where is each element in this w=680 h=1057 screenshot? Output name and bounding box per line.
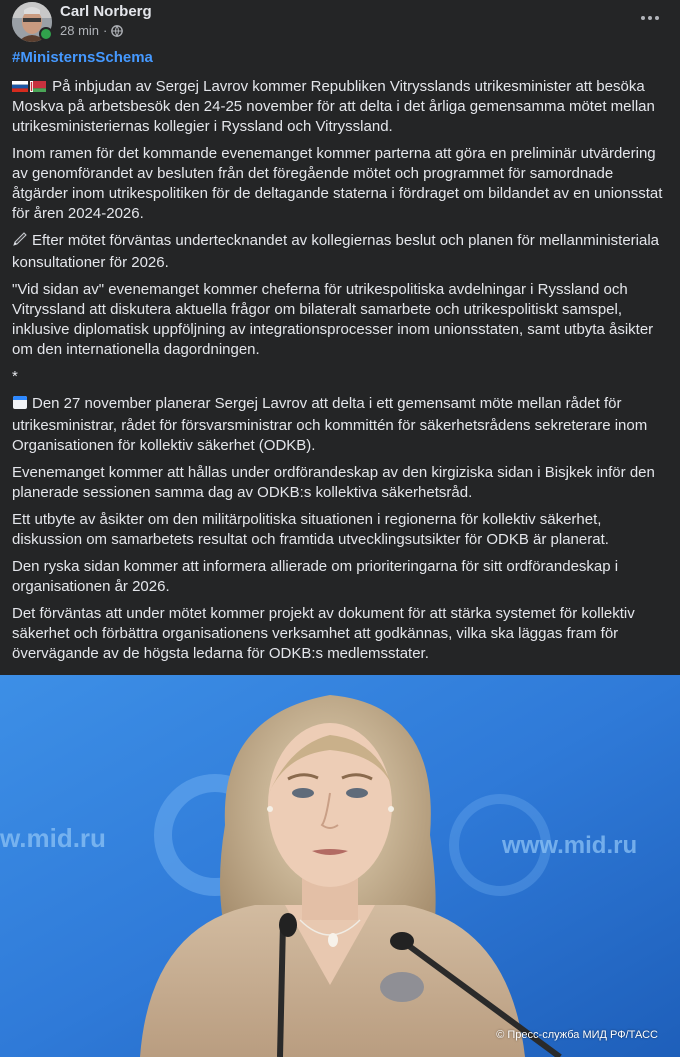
post-paragraph: "Vid sidan av" evenemanget kommer cheferna för utrikespolitiska avdelningar i Ryssland och Vitryssland att diskutera aktuella frågor om bilateralt samarbete och utrikespolitiskt samspel, inklusive diplomatisk uppföljning av integrationsprocesser inom unionsstaten, samt utbyta åsikter om den internationella dagordningen. (12, 281, 654, 358)
post-paragraph: Den ryska sidan kommer att informera allierade om prioriteringarna för sitt ordförandeskap i organisationen år 2026. (12, 558, 619, 595)
photo-watermark-right: www.mid.ru (502, 832, 638, 859)
post-header (0, 0, 680, 46)
russia-flag-icon (12, 78, 28, 89)
more-options-icon[interactable] (632, 4, 668, 32)
post-body (12, 48, 668, 671)
online-status-dot (39, 27, 53, 41)
photo-watermark-left: w.mid.ru (0, 823, 106, 853)
post-timestamp[interactable]: 28 min (60, 23, 100, 38)
post-paragraph: Inom ramen för det kommande evenemanget kommer parterna att göra en preliminär utvärdering av genomförandet av besluten från det föregående mötet och programmet för samordnade åtgärder inom utrikespolitiken för de deltagande staterna i fördraget om bildandet av en unionsstat för åren 2024-2026. (12, 145, 663, 222)
post-separator: * (12, 368, 18, 385)
post-paragraph (12, 394, 668, 456)
globe-icon (111, 25, 123, 37)
post-paragraph: Ett utbyte av åsikter om den militärpolitiska situationen i regionerna för kollektiv säkerhet, diskussion om samarbetets resultat och framtida utvecklingsutsikter för ODKB är planerat. (12, 511, 609, 548)
meta-separator: · (103, 23, 108, 38)
author-name[interactable]: Carl Norberg (60, 3, 152, 20)
author-avatar[interactable] (12, 2, 52, 42)
photo-caption: © Пресс-служба МИД РФ/ТАСС (496, 1029, 658, 1041)
pen-icon (12, 231, 28, 253)
belarus-flag-icon (30, 78, 46, 89)
paragraph-text: På inbjudan av Sergej Lavrov kommer Republiken Vitrysslands utrikesminister att besöka Moskva på arbetsbesök den 24-25 november för att delta i det årliga gemensamma mötet mellan utrikesministeriernas kollegier i Ryssland och Vitryssland. (12, 78, 655, 135)
paragraph-text: Den 27 november planerar Sergej Lavrov att delta i ett gemensamt möte mellan rådet för utrikesministrar, rådet för försvarsministrar och kommittén för säkerhetsrådens sekreterare inom Organisationen för kollektiv säkerhet (ODKB). (12, 395, 648, 454)
post-paragraph: Evenemanget kommer att hållas under ordförandeskap av den kirgiziska sidan i Bisjkek inför den planerade sessionen samma dag av ODKB:s kollektiva säkerhetsråd. (12, 464, 655, 501)
post-paragraph (12, 77, 668, 137)
hashtag-link[interactable]: #MinisternsSchema (12, 49, 153, 66)
post-meta (60, 23, 123, 38)
paragraph-text: Efter mötet förväntas undertecknandet av kollegiernas beslut och planen för mellanministeriala konsultationer för 2026. (12, 232, 660, 271)
post-photo[interactable] (0, 675, 680, 1057)
calendar-icon (12, 394, 28, 416)
post-paragraph: Det förväntas att under mötet kommer projekt av dokument för att stärka systemet för kollektiv säkerhet och förbättra organisationens verksamhet att godkännas, vilka ska läggas fram för övervägande av de högsta ledarna för ODKB:s medlemsstater. (12, 605, 635, 662)
post-paragraph (12, 231, 668, 273)
